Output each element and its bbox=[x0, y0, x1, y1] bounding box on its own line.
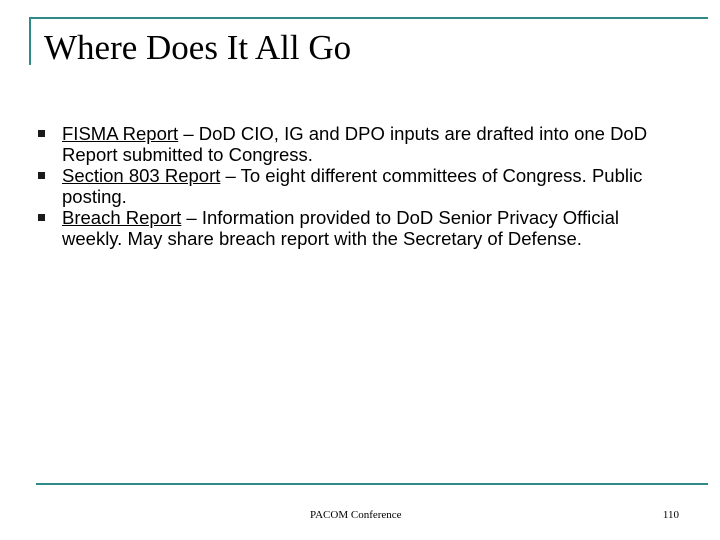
bullet-item-section-803-report bbox=[38, 165, 678, 207]
bullet-text: – To eight different committees of Congress. Public posting. bbox=[62, 165, 643, 207]
page-number: 110 bbox=[662, 509, 679, 521]
square-bullet-icon bbox=[38, 172, 45, 179]
square-bullet-icon bbox=[38, 214, 45, 221]
slide-title: Where Does It All Go bbox=[44, 28, 352, 67]
bullet-term: Section 803 Report bbox=[62, 165, 221, 186]
title-top-rule bbox=[29, 17, 708, 19]
footer-conference-name: PACOM Conference bbox=[310, 509, 402, 521]
footer-rule bbox=[36, 483, 708, 485]
square-bullet-icon bbox=[38, 130, 45, 137]
bullet-item-fisma-report bbox=[38, 123, 678, 165]
bullet-item-breach-report bbox=[38, 207, 678, 249]
title-left-rule bbox=[29, 17, 31, 65]
bullet-term: FISMA Report bbox=[62, 123, 179, 144]
bullet-list bbox=[38, 123, 678, 249]
bullet-term: Breach Report bbox=[62, 207, 182, 228]
bullet-text: – DoD CIO, IG and DPO inputs are drafted into one DoD Report submitted to Congress. bbox=[62, 123, 648, 165]
bullet-text: – Information provided to DoD Senior Privacy Official weekly. May share breach report with the Secretary of Defense. bbox=[62, 207, 619, 249]
